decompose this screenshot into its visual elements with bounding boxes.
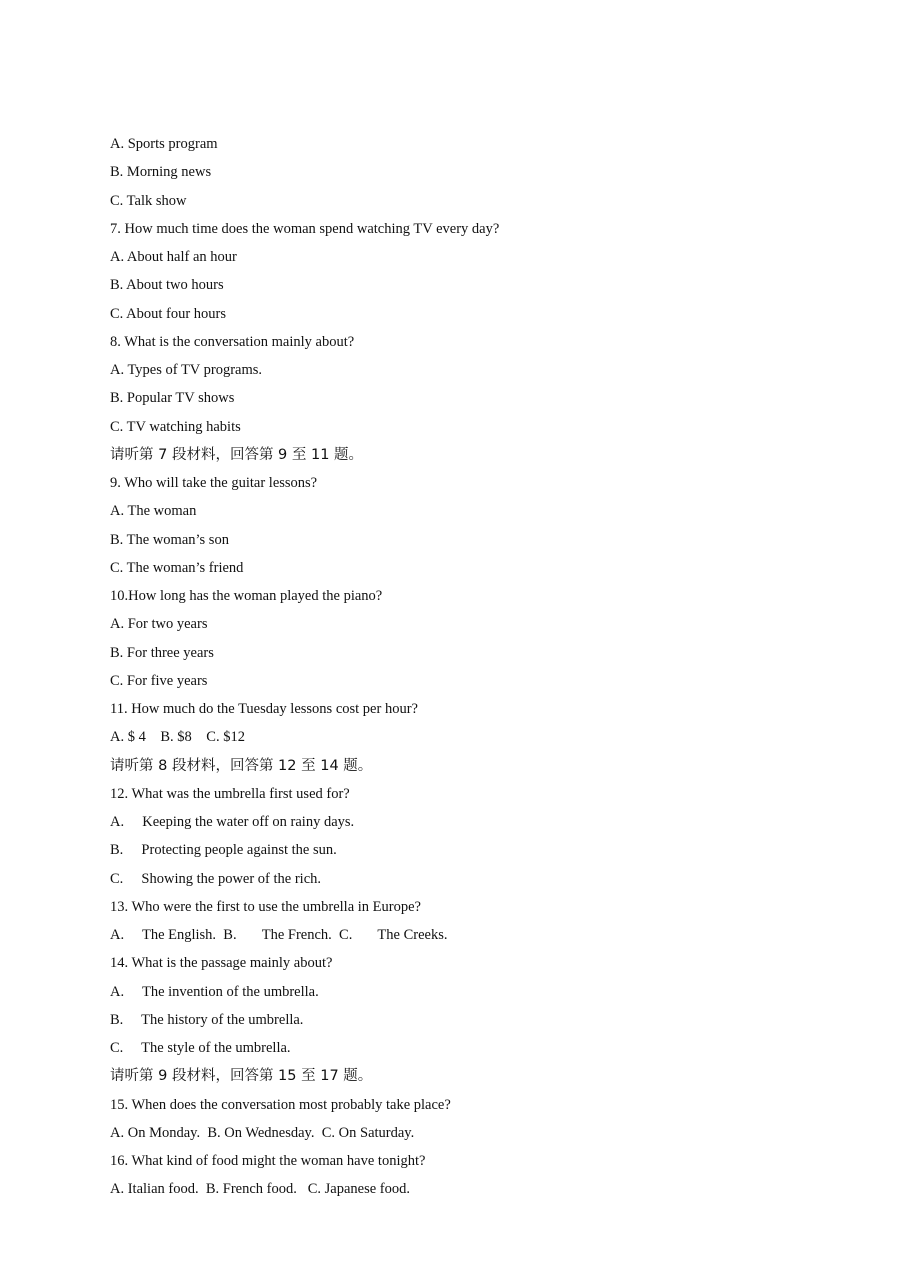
answer-option: B. Popular TV shows (110, 390, 235, 407)
answer-option: C. Talk show (110, 192, 187, 209)
answer-option: B. About two hours (110, 277, 224, 294)
answer-option: A. $ 4 B. $8 C. $12 (110, 729, 245, 746)
question-text: 16. What kind of food might the woman have tonight? (110, 1153, 426, 1169)
question-text: 14. What is the passage mainly about? (110, 955, 333, 972)
answer-option: A. The invention of the umbrella. (110, 983, 319, 1000)
answer-option: A. About half an hour (110, 249, 237, 265)
answer-option: C. Showing the power of the rich. (110, 870, 322, 887)
answer-option: B. Protecting people against the sun. (110, 842, 337, 859)
answer-option: C. For five years (110, 672, 208, 689)
question-text: 12. What was the umbrella first used for? (110, 785, 350, 802)
question-text: 8. What is the conversation mainly about? (110, 333, 355, 350)
answer-option: A. Types of TV programs. (110, 362, 263, 378)
answer-option: B. The history of the umbrella. (110, 1011, 304, 1028)
answer-option: A. For two years (110, 616, 208, 633)
question-text: 9. Who will take the guitar lessons? (110, 475, 318, 491)
answer-option: A. The woman (110, 503, 197, 520)
answer-option: B. For three years (110, 644, 214, 661)
question-text: 13. Who were the first to use the umbrella in Europe? (110, 898, 421, 915)
section-instruction: 请听第 7 段材料，回答第 9 至 11 题。 (110, 446, 364, 463)
answer-option: C. TV watching habits (110, 418, 241, 435)
question-text: 7. How much time does the woman spend watching TV every day? (110, 220, 500, 237)
answer-option: A. Sports program (110, 136, 218, 152)
section-instruction: 请听第 8 段材料，回答第 12 至 14 题。 (110, 757, 373, 774)
answer-option: B. The woman’s son (110, 531, 229, 548)
answer-option: A. The English. B. The French. C. The Creeks. (110, 927, 448, 943)
answer-option: A. Italian food. B. French food. C. Japanese food. (110, 1181, 411, 1198)
question-text: 11. How much do the Tuesday lessons cost per hour? (110, 701, 418, 717)
answer-option: C. The style of the umbrella. (110, 1040, 291, 1056)
answer-option: B. Morning news (110, 164, 212, 181)
section-instruction: 请听第 9 段材料，回答第 15 至 17 题。 (110, 1068, 373, 1085)
answer-option: C. The woman’s friend (110, 559, 244, 576)
question-text: 15. When does the conversation most probably take place? (110, 1096, 451, 1113)
answer-option: A. Keeping the water off on rainy days. (110, 814, 355, 830)
exam-page (110, 130, 810, 1204)
answer-option: A. On Monday. B. On Wednesday. C. On Saturday. (110, 1124, 415, 1141)
question-text: 10.How long has the woman played the piano? (110, 588, 383, 604)
answer-option: C. About four hours (110, 305, 226, 322)
